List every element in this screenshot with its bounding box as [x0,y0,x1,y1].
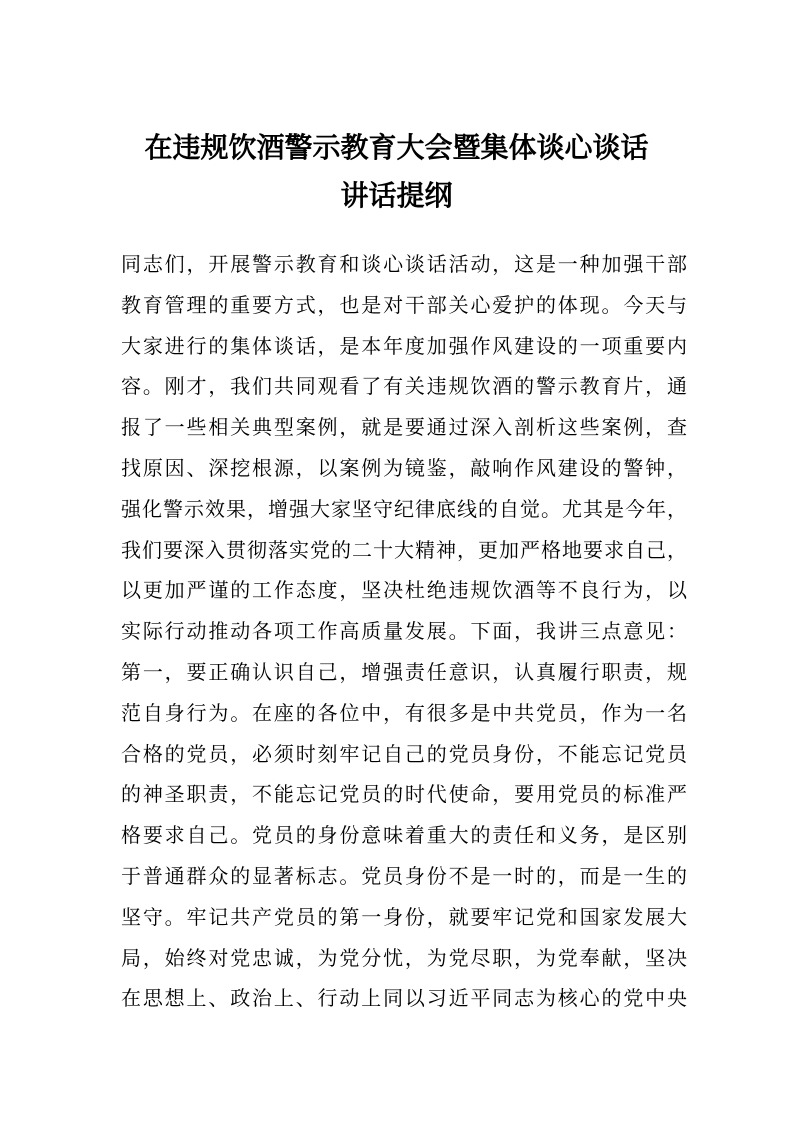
body-line: 合格的党员，必须时刻牢记自己的党员身份，不能忘记党员 [121,741,687,766]
body-line: 格要求自己。党员的身份意味着重大的责任和义务，是区别 [121,823,687,848]
body-line: 强化警示效果，增强大家坚守纪律底线的自觉。尤其是今年， [121,496,687,521]
body-line: 的神圣职责，不能忘记党员的时代使命，要用党员的标准严 [121,782,687,807]
body-line: 实际行动推动各项工作高质量发展。下面，我讲三点意见： [121,619,687,644]
document-title-line-2: 讲话提纲 [340,179,453,212]
body-line: 局，始终对党忠诚，为党分忧，为党尽职，为党奉献，坚决 [121,945,687,970]
body-line: 教育管理的重要方式，也是对干部关心爱护的体现。今天与 [121,292,687,317]
body-line: 范自身行为。在座的各位中，有很多是中共党员，作为一名 [121,700,687,725]
document-title-line-1: 在违规饮酒警示教育大会暨集体谈心谈话 [144,131,649,164]
body-line: 坚守。牢记共产党员的第一身份，就要牢记党和国家发展大 [121,904,687,929]
body-line: 我们要深入贯彻落实党的二十大精神，更加严格地要求自己， [121,537,687,562]
body-line: 大家进行的集体谈话，是本年度加强作风建设的一项重要内 [121,333,687,358]
body-line: 在思想上、政治上、行动上同以习近平同志为核心的党中央 [121,986,687,1011]
body-line: 以更加严谨的工作态度，坚决杜绝违规饮酒等不良行为，以 [121,578,687,603]
body-line: 第一，要正确认识自己，增强责任意识，认真履行职责，规 [121,659,687,684]
body-line: 于普通群众的显著标志。党员身份不是一时的，而是一生的 [121,863,687,888]
body-line: 容。刚才，我们共同观看了有关违规饮酒的警示教育片，通 [121,374,687,399]
body-line: 找原因、深挖根源，以案例为镜鉴，敲响作风建设的警钟， [121,455,687,480]
document-body [121,244,687,1019]
body-line: 同志们，开展警示教育和谈心谈话活动，这是一种加强干部 [121,252,687,276]
body-line: 报了一些相关典型案例，就是要通过深入剖析这些案例，查 [121,415,687,440]
